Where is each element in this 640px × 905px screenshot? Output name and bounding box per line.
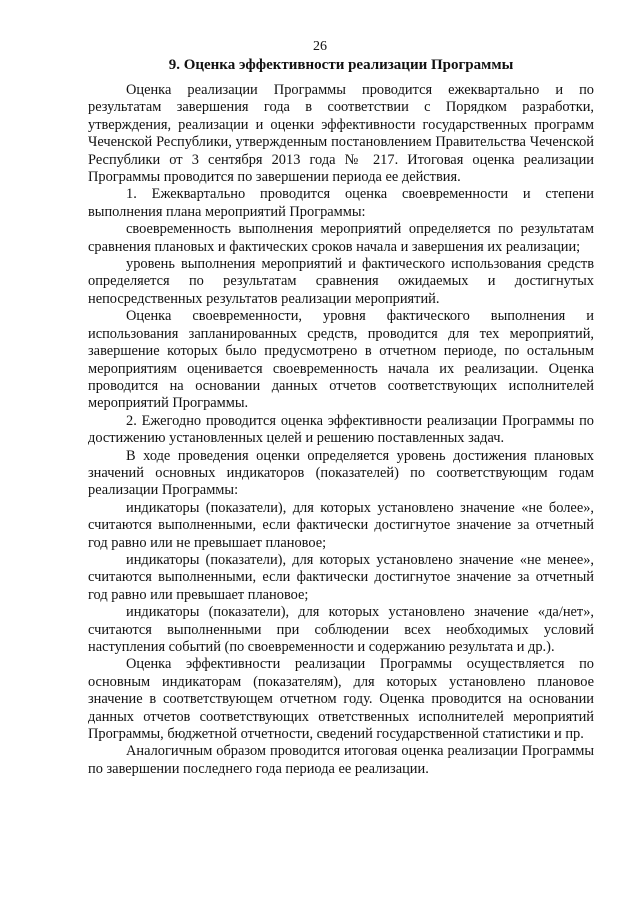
paragraph: Оценка реализации Программы проводится ежеквартально и по результатам завершения года в соответствии с Порядком разработки, утверждения, реализации и оценки эффективности государственных программ Чеченской Республики, утвержденным постановлением Правительства Чеченской Республики от 3 сентября 2013 года № 217. Итоговая оценка реализации Программы проводится по завершении периода ее действия. bbox=[88, 82, 594, 186]
page-number: 26 bbox=[313, 39, 327, 54]
paragraph: В ходе проведения оценки определяется уровень достижения плановых значений основных индикаторов (показателей) по соответствующим годам реализации Программы: bbox=[88, 447, 594, 499]
paragraph: Аналогичным образом проводится итоговая оценка реализации Программы по завершении последнего года периода ее реализации. bbox=[88, 743, 594, 777]
paragraph: уровень выполнения мероприятий и фактического использования средств определяется по результатам сравнения ожидаемых и достигнутых непосредственных результатов реализации мероприятий. bbox=[88, 256, 594, 307]
paragraph: Оценка эффективности реализации Программы осуществляется по основным индикаторам (показателям), для которых установлено плановое значение в соответствующем отчетном году. Оценка проводится на основании данных отчетов соответствующих ответственных исполнителей мероприятий Программы, бюджетной отчетности, сведений государственной статистики и пр. bbox=[88, 656, 594, 743]
paragraph: индикаторы (показатели), для которых установлено значение «да/нет», считаются выполненными при соблюдении всех необходимых условий наступления событий (по своевременности и содержанию результата и др.). bbox=[88, 604, 594, 655]
section-title: 9. Оценка эффективности реализации Программы bbox=[168, 57, 514, 73]
paragraph: Оценка своевременности, уровня фактического выполнения и использования запланированных средств, проводится для тех мероприятий, завершение которых было предусмотрено в отчетном периоде, по остальным мероприятиям оценивается своевременность начала их реализации. Оценка проводится на основании данных отчетов соответствующих исполнителей мероприятий Программы. bbox=[88, 308, 594, 412]
paragraph: индикаторы (показатели), для которых установлено значение «не менее», считаются выполненными, если фактически достигнутое значение за отчетный год равно или превышает плановое; bbox=[88, 551, 594, 603]
paragraph: 1. Ежеквартально проводится оценка своевременности и степени выполнения плана мероприятий Программы: bbox=[88, 186, 594, 220]
paragraph: 2. Ежегодно проводится оценка эффективности реализации Программы по достижению установленных целей и решению поставленных задач. bbox=[88, 412, 594, 447]
paragraph: своевременность выполнения мероприятий определяется по результатам сравнения плановых и фактических сроков начала и завершения их реализации; bbox=[88, 221, 594, 255]
paragraph: индикаторы (показатели), для которых установлено значение «не более», считаются выполненными, если фактически достигнутое значение за отчетный год равно или не превышает плановое; bbox=[88, 499, 594, 551]
document-body bbox=[88, 82, 594, 778]
